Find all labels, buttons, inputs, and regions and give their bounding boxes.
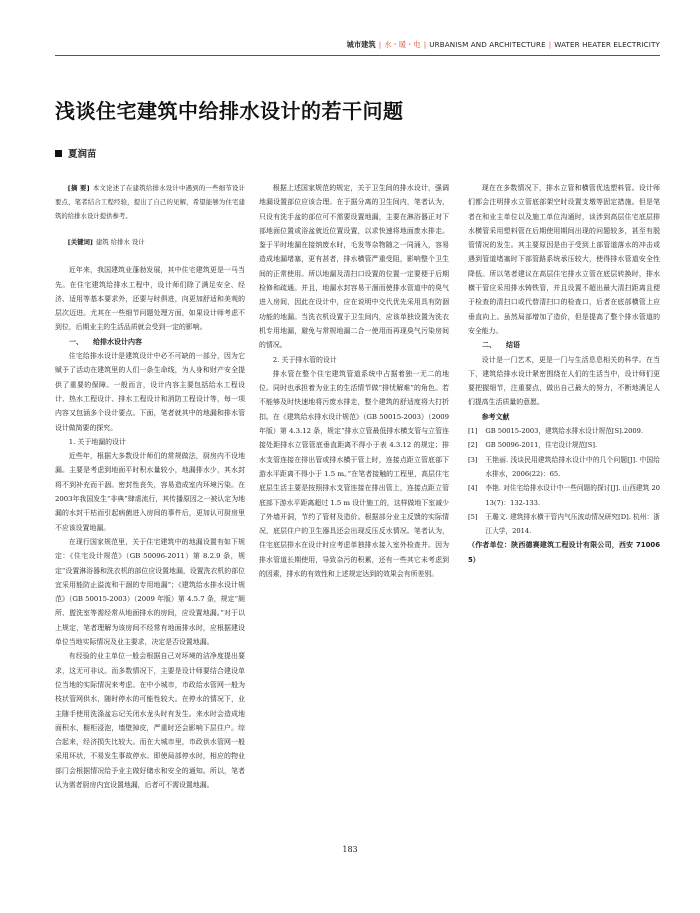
abstract-text: 本文论述了在建筑给排水设计中遇到的一些细节设计要点，笔者结合工程经验，提出了自己的见解，希望能够为住宅建筑的给排水设计提供参考。 [55, 184, 245, 220]
paragraph: 设计是一门艺术，更是一门与生活息息相关的科学。在当下，建筑给排水设计紧密围绕在人们的生活当中，设计师们更要把握细节，注重要点，做出自己最大的努力，不断地满足人们提高生活质量的意愿。 [468, 355, 660, 407]
keywords-text: 建筑 给排水 设计 [95, 238, 145, 246]
author-affiliation: （作者单位：陕西德赛建筑工程设计有限公司，西安 710065） [468, 541, 660, 564]
paragraph: 近些年，根据大多数设计师们的常规做法，厨房内不设地漏。主要是考虑到地面平时积水量较小，地漏排水少，其水封将不到补充而干涸。密封性丧失，容易造成室内环境污染。在2003年我国发生“非典”肆虐流行，其传播原因之一被认定为地漏的水封干枯而引起病菌进入房间的事件后，更加认可厨房里不应该设置地漏。 [55, 452, 245, 532]
keywords-label: [关键词] [67, 238, 93, 246]
column-category: 水・暖・电 [384, 40, 421, 49]
column-right [468, 181, 660, 567]
journal-name-en: URBANISM AND ARCHITECTURE [429, 40, 546, 49]
column-middle [259, 181, 449, 581]
subsection-heading: 1. 关于地漏的设计 [68, 437, 126, 446]
reference-item: [4] 李艳. 对住宅给排水设计中一些问题的探讨[J]. 山西建筑 2013(7)：132-133. [468, 484, 660, 507]
subsection-heading: 2. 关于排水管的设计 [272, 355, 337, 364]
header-rule [55, 55, 660, 56]
keywords [55, 235, 245, 249]
paragraph: 根据上述国家规范的规定，关于卫生间的排水设计，强调地漏设置部位应该合理。在于据分离的卫生间内，笔者认为，只设有洗手盆的部位可不需要设置地漏，主要在淋浴器正对下部地面位置或浴盆就近位置设置，以求快速将地面废水排走。鉴于平时地漏在接纳废水时，毛发等杂物随之一同涌入，容易造成地漏堵塞，更有甚者，排水横管严重受阻，影响整个卫生间的正常使用。所以地漏及清扫口设置的位置一定要便于后期检修和疏通。并且，地漏水封容易干涸而使排水管道中的臭气进入房间，因此在设计中，应在说明中交代优先采用具有防涸功能的地漏。当洗衣机设置于卫生间内，应该单独设置为洗衣机专用地漏，避免与常规地漏二合一使用而再现臭气污染房间的情况。 [259, 184, 449, 350]
section-name-en: WATER HEATER ELECTRICITY [554, 40, 660, 49]
reference-item: [2] GB 50096-2011，住宅设计规范[S]. [468, 441, 598, 450]
article-title: 浅谈住宅建筑中给排水设计的若干问题 [55, 99, 404, 123]
paragraph: 排水管在整个住宅建筑管道系统中占据着独一无二的地位。同时也承担着为业主的生活情节做“排忧解难”的角色。若不能够及时快速地将污废水排走，整个建筑的舒适度将大打折扣。在《建筑给水排水设计规范》（GB 50015-2003）（2009 年版）第 4.3.12 条，规定“排水立管最低排水横支管与立管连接处距排水立管管底垂直距离不得小于表 4.3.12 的规定；排水支管连接在排出管或排水横干管上时，连接点距立管底部下游水平距离不得小于 1.5 m。”在笔者接触的工程里，高层住宅底层生活主要是按照排水支管连接在排出管上，连接点距立管底部下游水平距离超过 1.5 m 设计施工的，这样做地下室减少了外墙开洞，节约了管材及造价。根据部分业主反馈的实际情况，底层住户的卫生器具还会出现反压反水情况。笔者认为，住宅底层排水在设计时应考虑单独排水接入室外检查井。因为排水管道长期使用，导致杂污的积累，还有一些其它未考虑到的因素，排水的有效性和上述规定达到的效果会有所差别。 [259, 369, 449, 579]
section-heading: 二、 结语 [482, 341, 520, 350]
reference-item: [1] GB 50015-2003，建筑给水排水设计规范[S].2009. [468, 427, 643, 436]
abstract-label: [摘 要] [67, 184, 90, 192]
reference-item: [5] 王璐文. 建筑排水横干管内气压波动情况研究[D]. 杭州：浙江大学，2014. [468, 512, 660, 536]
paragraph: 有经验的业主单位一般会根据自己对环境的洁净度提出要求，这无可非议。而多数情况下，主要是设计师要结合建设单位当地的实际情况来考虑。在中小城市，市政给水管网一般为枝状管网供水，随时停水的可能性较大。在停水的情况下，业主随手使用洗涤盆忘记关闭水龙头时有发生。来水时会造成地面积水，橱柜浸泡，墙壁掉皮，严重时还会影响下层住户。综合起来，经济损失比较大。而在大城市里，市政供水管网一般采用环状，不易发生事故停水。即使局部停水时，相应的物业部门会根据情况给予业主做好储水和安全的通知。所以，笔者认为需者厨房内宜设置地漏，后者可不需设置地漏。 [55, 652, 245, 789]
paragraph: 现在在多数情况下，排水立管和横管优选塑料管。设计师们都会注明排水立管底部架空时设置支墩等固定措施。但是笔者在和业主单位以及施工单位沟通时，谈涉到高层住宅底层排水横管采用塑料管在后期使用期间出现的问题较多，甚至有脱管情况的发生。其主要原因是由于受到上部管道落水的冲击或遇到管道堵塞时下部管路系统承压较大，使得排水管道安全性降低。所以笔者建议在高层住宅排水立管在底层转换时，排水横干管应采用排水铸铁管，并且设置不超出最大清扫距离且便于检查的清扫口或代替清扫口的检查口，后者在底部横管上应垂直向上。虽然局部增加了造价，但是提高了整个排水管道的安全能力。 [468, 184, 660, 335]
square-bullet-icon [55, 150, 62, 157]
author-name: 夏润苗 [68, 149, 97, 160]
page-number: 183 [342, 845, 358, 854]
reference-item: [3] 王艳丽. 浅谈民用建筑给排水设计中的几个问题[J]. 中国给水排水，2006(22)：65. [468, 455, 660, 478]
references-heading: 参考文献 [481, 412, 510, 421]
section-heading: 一、 给排水设计内容 [69, 337, 142, 346]
column-left [55, 181, 245, 792]
paragraph: 住宅给排水设计是建筑设计中必不可缺的一部分，因为它赋予了活动在建筑里的人们一条生命线，为人身和财产安全提供了重要的保障。一般而言，设计内容主要包括给水工程设计、热水工程设计、排水工程设计和消防工程设计等，每一项内容又包涵多个设计要点。下面，笔者就其中的地漏和排水管设计做简要的探究。 [55, 352, 245, 432]
journal-header: 城市建筑 | 水・暖・电 | URBANISM AND ARCHITECTURE | WATER HEATER ELECTRICITY [346, 40, 660, 49]
intro-paragraph: 近年来，我国建筑业蓬勃发展，其中住宅建筑更是一马当先。在住宅建筑给排水工程中，设计师们除了满足安全、经济、适用等基本要求外，还要与时俱进，向更加舒适和美观的层次迈进。尤其在一些细节问题处理方面，如果设计师考虑不到位，后期业主的生活品质就会受到一定的影响。 [55, 266, 245, 332]
paragraph: 在现行国家规范里，关于住宅建筑中的地漏设置有如下规定：《住宅设计规范》（GB 50096-2011）第 8.2.9 条，规定“设置淋浴器和洗衣机的部位应设置地漏，设置洗衣机的部位宜采用能防止溢流和干涸的专用地漏”；《建筑给水排水设计规范》（GB 50015-2003）（2009 年版）第 4.5.7 条，规定“厕所、盥洗室等需经常从地面排水的房间，应设置地漏。”对于以上规定，笔者理解为该房间不经常有地面排水时，应根据建设单位当地实际情况及业主要求，决定是否设置地漏。 [55, 537, 245, 647]
author-line [55, 146, 97, 160]
abstract [55, 181, 245, 223]
journal-name-cn: 城市建筑 [346, 40, 376, 49]
